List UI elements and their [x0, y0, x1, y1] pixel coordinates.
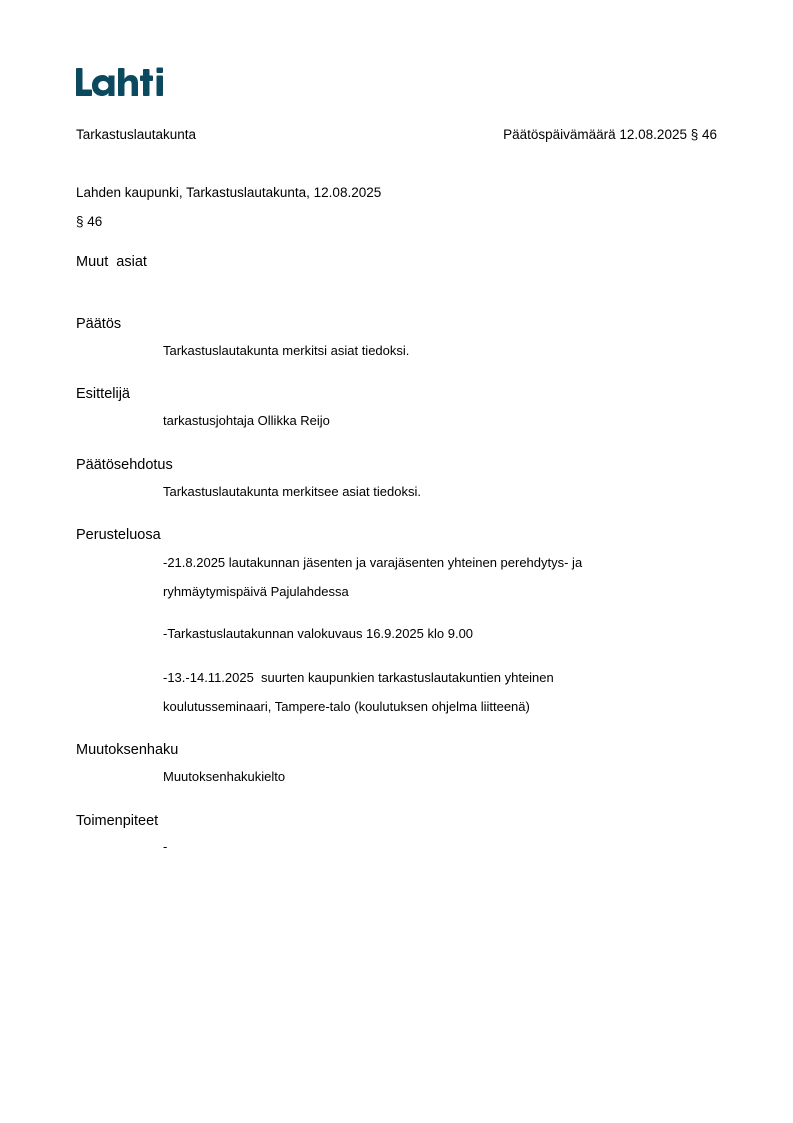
presenter-heading: Esittelijä [76, 386, 130, 402]
subject-title: Muut asiat [76, 254, 147, 270]
rationale-line: koulutusseminaari, Tampere-talo (koulutuksen ohjelma liitteenä) [163, 699, 530, 714]
lahti-logo [76, 66, 168, 98]
rationale-line: -21.8.2025 lautakunnan jäsenten ja varajäsenten yhteinen perehdytys- ja [163, 555, 583, 570]
rationale-heading: Perusteluosa [76, 527, 161, 543]
header-decision-date: Päätöspäivämäärä 12.08.2025 § 46 [503, 127, 717, 142]
meeting-line: Lahden kaupunki, Tarkastuslautakunta, 12.08.2025 [76, 185, 382, 200]
proposal-text: Tarkastuslautakunta merkitsee asiat tiedoksi. [163, 484, 421, 499]
rationale-line: -13.-14.11.2025 suurten kaupunkien tarkastuslautakuntien yhteinen [163, 670, 554, 685]
appeal-text: Muutoksenhakukielto [163, 769, 286, 784]
actions-heading: Toimenpiteet [76, 813, 159, 829]
actions-text: - [163, 839, 168, 854]
header-committee: Tarkastuslautakunta [76, 127, 197, 142]
rationale-line: ryhmäytymispäivä Pajulahdessa [163, 584, 349, 599]
lahti-logo-mark [76, 66, 168, 98]
appeal-heading: Muutoksenhaku [76, 742, 179, 758]
proposal-heading: Päätösehdotus [76, 457, 173, 473]
paragraph-number: § 46 [76, 214, 103, 229]
presenter-text: tarkastusjohtaja Ollikka Reijo [163, 413, 330, 428]
rationale-line: -Tarkastuslautakunnan valokuvaus 16.9.2025 klo 9.00 [163, 626, 474, 641]
decision-text: Tarkastuslautakunta merkitsi asiat tiedoksi. [163, 343, 410, 358]
decision-heading: Päätös [76, 316, 122, 332]
